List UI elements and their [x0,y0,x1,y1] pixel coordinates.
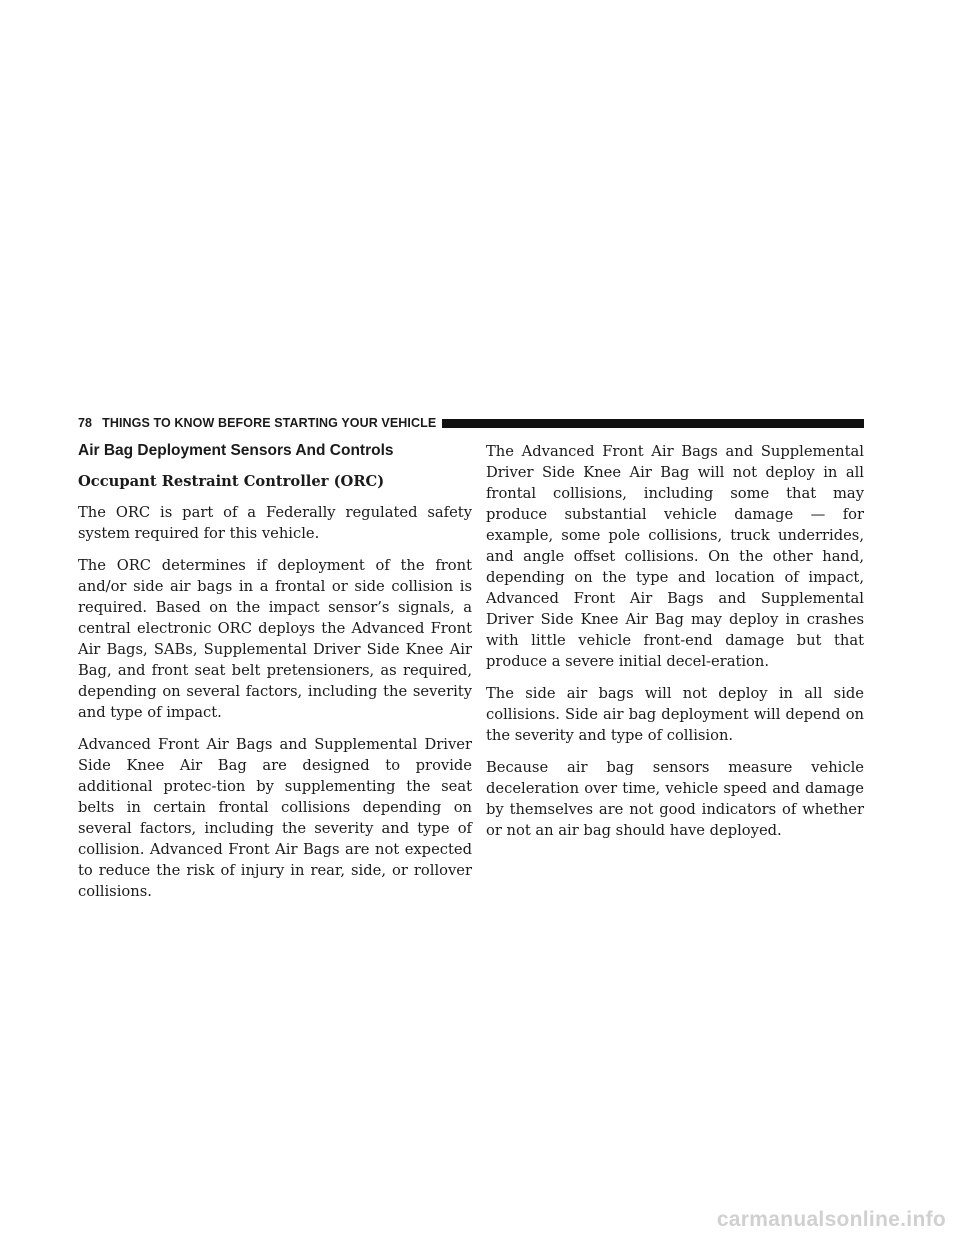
paragraph: The side air bags will not deploy in all side collisions. Side air bag deployment will depend on the severity and type of collision. [486,685,864,744]
page-header [78,416,864,430]
subheading-orc: Occupant Restraint Controller (ORC) [78,473,385,490]
watermark: carmanualsonline.info [716,1208,946,1231]
section-heading: Air Bag Deployment Sensors And Controls [78,442,394,459]
running-section-title: THINGS TO KNOW BEFORE STARTING YOUR VEHICLE [102,416,437,430]
paragraph: The ORC determines if deployment of the front and/or side air bags in a frontal or side collision is required. Based on the impact sensor’s signals, a central electronic ORC deploys the Advanced Front Air Bags, SABs, Supplemental Driver Side Knee Air Bag, and front seat belt pretensioners, as required, depending on several factors, including the severity and type of impact. [78,557,472,721]
paragraph: The ORC is part of a Federally regulated safety system required for this vehicle. [78,504,472,542]
header-rule-bar [442,419,864,428]
left-column [78,441,472,913]
paragraph: The Advanced Front Air Bags and Supplemental Driver Side Knee Air Bag will not deploy in all frontal collisions, including some that may produce substantial vehicle damage — for example, some pole collisions, truck underrides, and angle offset collisions. On the other hand, depending on the type and location of impact, Advanced Front Air Bags and Supplemental Driver Side Knee Air Bag may deploy in crashes with little vehicle front-end damage but that produce a severe initial decel-eration. [486,443,864,670]
right-column [486,441,864,852]
page-number: 78 [78,416,93,430]
paragraph: Because air bag sensors measure vehicle deceleration over time, vehicle speed and damage by themselves are not good indicators of whether or not an air bag should have deployed. [486,759,864,839]
paragraph: Advanced Front Air Bags and Supplemental Driver Side Knee Air Bag are designed to provide additional protec-tion by supplementing the seat belts in certain frontal collisions depending on several factors, including the severity and type of collision. Advanced Front Air Bags are not expected to reduce the risk of injury in rear, side, or rollover collisions. [78,736,472,900]
